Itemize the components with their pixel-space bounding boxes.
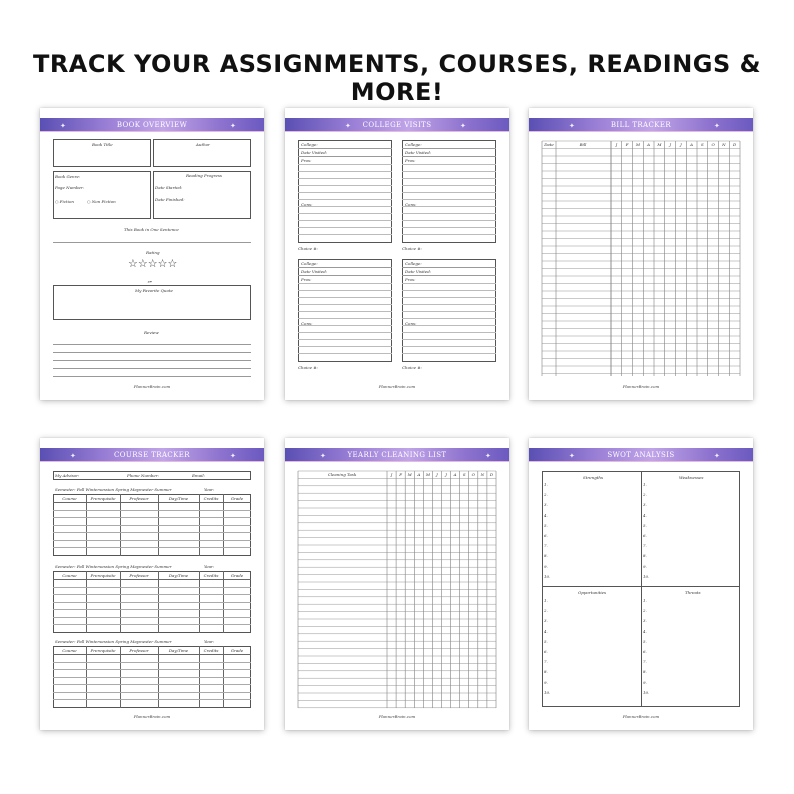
- swot-divider-horizontal: [542, 586, 740, 587]
- college-header-line: [298, 275, 392, 276]
- month-header: J: [436, 472, 438, 477]
- swot-item-number[interactable]: 3.: [643, 502, 647, 508]
- reading-progress-box[interactable]: [153, 171, 251, 219]
- course-column-header: Prerequisite: [90, 496, 116, 501]
- swot-item-number[interactable]: 5.: [544, 638, 548, 644]
- course-row-line: [53, 684, 251, 685]
- course-row-line: [53, 699, 251, 700]
- note-line[interactable]: [298, 311, 392, 312]
- note-line[interactable]: [402, 227, 496, 228]
- note-line[interactable]: [402, 353, 496, 354]
- course-row-line: [53, 669, 251, 670]
- note-line[interactable]: [298, 339, 392, 340]
- review-line[interactable]: [53, 368, 251, 369]
- headline: TRACK YOUR ASSIGNMENTS, COURSES, READINGS & MORE!: [32, 50, 762, 106]
- swot-item-number[interactable]: 1.: [544, 482, 548, 487]
- swot-item-number[interactable]: 6.: [544, 649, 548, 654]
- threats-label: Threats: [685, 590, 701, 595]
- course-column-header: Prerequisite: [90, 648, 116, 653]
- swot-item-number[interactable]: 2.: [643, 492, 647, 498]
- swot-item-number[interactable]: 9.: [643, 679, 647, 685]
- college-header-line: [298, 156, 392, 157]
- bill-tracker-grid[interactable]: [529, 108, 753, 400]
- course-row-line: [53, 587, 251, 588]
- month-header: S: [701, 142, 704, 147]
- course-row-line: [53, 540, 251, 541]
- course-row-line: [53, 662, 251, 663]
- course-row-line: [53, 602, 251, 603]
- swot-item-number[interactable]: 4.: [643, 628, 647, 634]
- date-started-label: Date Started:: [155, 185, 183, 190]
- year-label: Year:: [204, 639, 215, 644]
- course-header-line: [53, 654, 251, 655]
- month-header: N: [722, 142, 726, 147]
- month-header: N: [480, 472, 485, 477]
- note-line[interactable]: [298, 220, 392, 221]
- sparkle-icon: ✦: [460, 122, 467, 130]
- course-row-line: [53, 617, 251, 618]
- month-header: D: [489, 472, 494, 477]
- swot-item-number[interactable]: 2.: [544, 608, 548, 614]
- book-title-label: Book Title: [92, 142, 113, 147]
- footer-brand: PlannerBrain.com: [622, 384, 660, 389]
- semester-options[interactable]: Semester: Fall Wintersession Spring Maymester Summer: [55, 639, 172, 644]
- swot-item-number[interactable]: 5.: [544, 522, 548, 528]
- note-line[interactable]: [298, 213, 392, 214]
- swot-item-number[interactable]: 5.: [643, 522, 647, 528]
- course-row-line: [53, 624, 251, 625]
- one-sentence-line[interactable]: [53, 242, 251, 243]
- choice-label: Choice #:: [298, 365, 318, 370]
- swot-item-number[interactable]: 9.: [643, 563, 647, 569]
- note-line[interactable]: [402, 304, 496, 305]
- course-row-line: [53, 677, 251, 678]
- note-line[interactable]: [298, 304, 392, 305]
- note-line[interactable]: [298, 234, 392, 235]
- swot-item-number[interactable]: 8.: [544, 669, 548, 675]
- note-line[interactable]: [402, 332, 496, 333]
- sparkle-icon: ✦: [569, 452, 576, 460]
- review-line[interactable]: [53, 360, 251, 361]
- cons-label: Cons:: [301, 202, 313, 207]
- year-label: Year:: [204, 487, 215, 492]
- footer-brand: PlannerBrain.com: [378, 384, 416, 389]
- note-line[interactable]: [298, 206, 392, 207]
- note-line[interactable]: [402, 220, 496, 221]
- college-header-line: [402, 148, 496, 149]
- phone-number-label: Phone Number:: [127, 473, 159, 478]
- pros-label: Pros:: [405, 277, 416, 282]
- month-header: A: [690, 142, 694, 147]
- month-header: M: [425, 472, 430, 477]
- opportunities-label: Opportunities: [578, 590, 607, 595]
- note-line[interactable]: [402, 234, 496, 235]
- sparkle-icon: ✦: [569, 122, 576, 130]
- swot-item-number[interactable]: 3.: [544, 618, 548, 624]
- footer-brand: PlannerBrain.com: [133, 714, 171, 719]
- swot-divider-vertical: [641, 471, 642, 707]
- date-header: Date: [544, 142, 554, 147]
- review-label: Review: [144, 330, 159, 335]
- note-line[interactable]: [402, 213, 496, 214]
- cons-label: Cons:: [301, 321, 313, 326]
- college-label: College:: [301, 142, 318, 147]
- date-finished-label: Date Finished:: [155, 197, 185, 202]
- sparkle-icon: ✦: [714, 452, 721, 460]
- swot-item-number[interactable]: 7.: [643, 659, 647, 665]
- swot-item-number[interactable]: 3.: [643, 618, 647, 624]
- course-row-line: [53, 525, 251, 526]
- course-header-line: [53, 579, 251, 580]
- pros-label: Pros:: [405, 158, 416, 163]
- date-visited-label: Date Visited:: [405, 150, 432, 155]
- author-label: Author: [196, 142, 210, 147]
- date-visited-label: Date Visited:: [301, 150, 328, 155]
- month-header: F: [625, 142, 629, 147]
- swot-item-number[interactable]: 7.: [544, 543, 548, 549]
- month-header: D: [733, 142, 737, 147]
- review-line[interactable]: [53, 344, 251, 345]
- college-label: College:: [405, 142, 422, 147]
- course-row-line: [53, 594, 251, 595]
- rating-stars[interactable]: ☆☆☆☆☆: [128, 257, 178, 270]
- swot-item-number[interactable]: 6.: [544, 533, 548, 538]
- month-header: A: [417, 472, 421, 477]
- month-header: O: [711, 142, 715, 147]
- college-label: College:: [405, 261, 422, 266]
- course-column-header: Course: [62, 496, 77, 501]
- note-line[interactable]: [298, 346, 392, 347]
- page-swot-analysis: [529, 438, 753, 730]
- note-line[interactable]: [298, 297, 392, 298]
- month-header: J: [669, 142, 671, 147]
- sparkle-icon: ✦: [70, 452, 77, 460]
- swot-item-number[interactable]: 2.: [544, 492, 548, 498]
- course-header-line: [53, 502, 251, 503]
- bill-header: Bill: [579, 142, 587, 147]
- month-header: A: [647, 142, 651, 147]
- course-column-header: Day/Time: [168, 496, 189, 501]
- course-row-line: [53, 517, 251, 518]
- swot-item-number[interactable]: 3.: [544, 502, 548, 508]
- date-visited-label: Date Visited:: [301, 269, 328, 274]
- note-line[interactable]: [402, 311, 496, 312]
- swot-item-number[interactable]: 10.: [643, 689, 650, 695]
- reading-progress-label: Reading Progress: [186, 173, 222, 178]
- month-header: J: [390, 472, 393, 477]
- college-header-line: [298, 267, 392, 268]
- one-sentence-label: This Book in One Sentence: [124, 227, 179, 232]
- swot-item-number[interactable]: 8.: [643, 669, 647, 675]
- sparkle-icon: ✦: [485, 452, 492, 460]
- course-tracker-banner: [40, 448, 264, 462]
- footer-brand: PlannerBrain.com: [133, 384, 171, 389]
- non-fiction-option[interactable]: ○ Non Fiction: [87, 199, 116, 204]
- course-tracker-title: COURSE TRACKER: [114, 451, 190, 459]
- swot-item-number[interactable]: 4.: [643, 512, 647, 518]
- note-line[interactable]: [298, 325, 392, 326]
- course-column-header: Day/Time: [168, 648, 189, 653]
- note-line[interactable]: [402, 206, 496, 207]
- note-line[interactable]: [402, 185, 496, 186]
- college-visits-banner: [285, 118, 509, 132]
- college-header-line: [402, 267, 496, 268]
- cons-label: Cons:: [405, 321, 417, 326]
- course-column-header: Prerequisite: [90, 573, 116, 578]
- swot-item-number[interactable]: 7.: [643, 543, 647, 549]
- swot-item-number[interactable]: 9.: [544, 679, 548, 685]
- course-column-header: Credits: [203, 496, 219, 501]
- course-column-header: Professor: [129, 648, 149, 653]
- course-column-header: Professor: [129, 573, 149, 578]
- college-label: College:: [301, 261, 318, 266]
- note-line[interactable]: [402, 192, 496, 193]
- swot-item-number[interactable]: 6.: [643, 533, 647, 538]
- choice-label: Choice #:: [402, 365, 422, 370]
- note-line[interactable]: [298, 199, 392, 200]
- month-header: J: [615, 142, 618, 147]
- year-label: Year:: [204, 564, 215, 569]
- note-line[interactable]: [402, 199, 496, 200]
- swot-item-number[interactable]: 9.: [544, 563, 548, 569]
- course-row-line: [53, 692, 251, 693]
- month-header: A: [453, 472, 457, 477]
- semester-options[interactable]: Semester: Fall Wintersession Spring Maymester Summer: [55, 564, 172, 569]
- page-course-tracker: [40, 438, 264, 730]
- swot-banner: [529, 448, 753, 462]
- review-line[interactable]: [53, 352, 251, 353]
- strengths-label: Strengths: [583, 475, 603, 480]
- cons-label: Cons:: [405, 202, 417, 207]
- swot-item-number[interactable]: 4.: [544, 512, 548, 518]
- page-book-overview: [40, 108, 264, 400]
- footer-brand: PlannerBrain.com: [378, 714, 416, 719]
- note-line[interactable]: [402, 318, 496, 319]
- note-line[interactable]: [298, 178, 392, 179]
- month-header: F: [399, 472, 403, 477]
- month-header: S: [462, 472, 466, 477]
- swot-item-number[interactable]: 10.: [544, 689, 551, 695]
- bill-tracker-title: BILL TRACKER: [610, 121, 672, 129]
- cleaning-grid[interactable]: [285, 438, 509, 730]
- course-column-header: Course: [62, 573, 77, 578]
- course-column-header: Day/Time: [168, 573, 189, 578]
- course-column-header: Credits: [203, 573, 219, 578]
- note-line[interactable]: [402, 178, 496, 179]
- swot-item-number[interactable]: 2.: [643, 608, 647, 614]
- note-line[interactable]: [402, 171, 496, 172]
- swot-item-number[interactable]: 10.: [544, 573, 551, 579]
- my-advisor-label: My Advisor:: [55, 473, 80, 478]
- quote-icon: ❝❞: [147, 280, 152, 285]
- note-line[interactable]: [402, 325, 496, 326]
- choice-label: Choice #:: [298, 246, 318, 251]
- note-line[interactable]: [298, 185, 392, 186]
- swot-item-number[interactable]: 1.: [643, 482, 647, 487]
- sparkle-icon: ✦: [345, 122, 352, 130]
- book-overview-banner: [40, 118, 264, 132]
- footer-brand: PlannerBrain.com: [622, 714, 660, 719]
- choice-label: Choice #:: [402, 246, 422, 251]
- course-row-line: [53, 510, 251, 511]
- course-row-line: [53, 547, 251, 548]
- course-column-header: Grade: [230, 496, 244, 501]
- note-line[interactable]: [402, 164, 496, 165]
- weaknesses-label: Weaknesses: [679, 475, 704, 480]
- month-header: J: [680, 142, 682, 147]
- swot-item-number[interactable]: 5.: [643, 638, 647, 644]
- note-line[interactable]: [298, 164, 392, 165]
- note-line[interactable]: [298, 171, 392, 172]
- month-header: M: [635, 142, 640, 147]
- course-column-header: Grade: [230, 648, 244, 653]
- note-line[interactable]: [402, 297, 496, 298]
- page-number-label: Page Number:: [55, 185, 85, 190]
- page-bill-tracker: [529, 108, 753, 400]
- note-line[interactable]: [402, 339, 496, 340]
- favorite-quote-label: My Favorite Quote: [135, 288, 173, 293]
- note-line[interactable]: [298, 318, 392, 319]
- page-yearly-cleaning: [285, 438, 509, 730]
- note-line[interactable]: [402, 283, 496, 284]
- email-label: Email:: [192, 473, 206, 478]
- swot-item-number[interactable]: 7.: [544, 659, 548, 665]
- course-column-header: Course: [62, 648, 77, 653]
- sparkle-icon: ✦: [60, 122, 67, 130]
- swot-item-number[interactable]: 1.: [643, 598, 647, 603]
- note-line[interactable]: [298, 290, 392, 291]
- pros-label: Pros:: [301, 158, 312, 163]
- swot-item-number[interactable]: 8.: [643, 553, 647, 559]
- fiction-option[interactable]: ○ Fiction: [55, 199, 74, 204]
- cleaning-task-header: Cleaning Task: [327, 472, 357, 477]
- note-line[interactable]: [298, 332, 392, 333]
- swot-item-number[interactable]: 1.: [544, 598, 548, 603]
- note-line[interactable]: [402, 346, 496, 347]
- course-column-header: Professor: [129, 496, 149, 501]
- page-college-visits: [285, 108, 509, 400]
- course-row-line: [53, 532, 251, 533]
- note-line[interactable]: [298, 227, 392, 228]
- month-header: O: [471, 472, 475, 477]
- note-line[interactable]: [402, 290, 496, 291]
- swot-item-number[interactable]: 8.: [544, 553, 548, 559]
- book-overview-title: BOOK OVERVIEW: [116, 121, 188, 129]
- swot-item-number[interactable]: 10.: [643, 573, 650, 579]
- month-header: J: [445, 472, 447, 477]
- pros-label: Pros:: [301, 277, 312, 282]
- sparkle-icon: ✦: [230, 452, 237, 460]
- month-header: M: [657, 142, 662, 147]
- yearly-cleaning-title: YEARLY CLEANING LIST: [347, 451, 447, 459]
- college-header-line: [298, 148, 392, 149]
- swot-item-number[interactable]: 4.: [544, 628, 548, 634]
- review-line[interactable]: [53, 376, 251, 377]
- month-header: M: [407, 472, 412, 477]
- note-line[interactable]: [298, 283, 392, 284]
- course-column-header: Credits: [203, 648, 219, 653]
- book-genre-label: Book Genre:: [55, 174, 81, 179]
- sparkle-icon: ✦: [320, 452, 327, 460]
- swot-title: SWOT ANALYSIS: [607, 451, 675, 459]
- college-visits-title: COLLEGE VISITS: [362, 121, 432, 129]
- college-header-line: [402, 275, 496, 276]
- date-visited-label: Date Visited:: [405, 269, 432, 274]
- course-row-line: [53, 609, 251, 610]
- note-line[interactable]: [298, 192, 392, 193]
- semester-options[interactable]: Semester: Fall Wintersession Spring Maymester Summer: [55, 487, 172, 492]
- college-header-line: [402, 156, 496, 157]
- sparkle-icon: ✦: [714, 122, 721, 130]
- swot-item-number[interactable]: 6.: [643, 649, 647, 654]
- sparkle-icon: ✦: [230, 122, 237, 130]
- course-column-header: Grade: [230, 573, 244, 578]
- note-line[interactable]: [298, 353, 392, 354]
- rating-label: Rating: [146, 250, 160, 255]
